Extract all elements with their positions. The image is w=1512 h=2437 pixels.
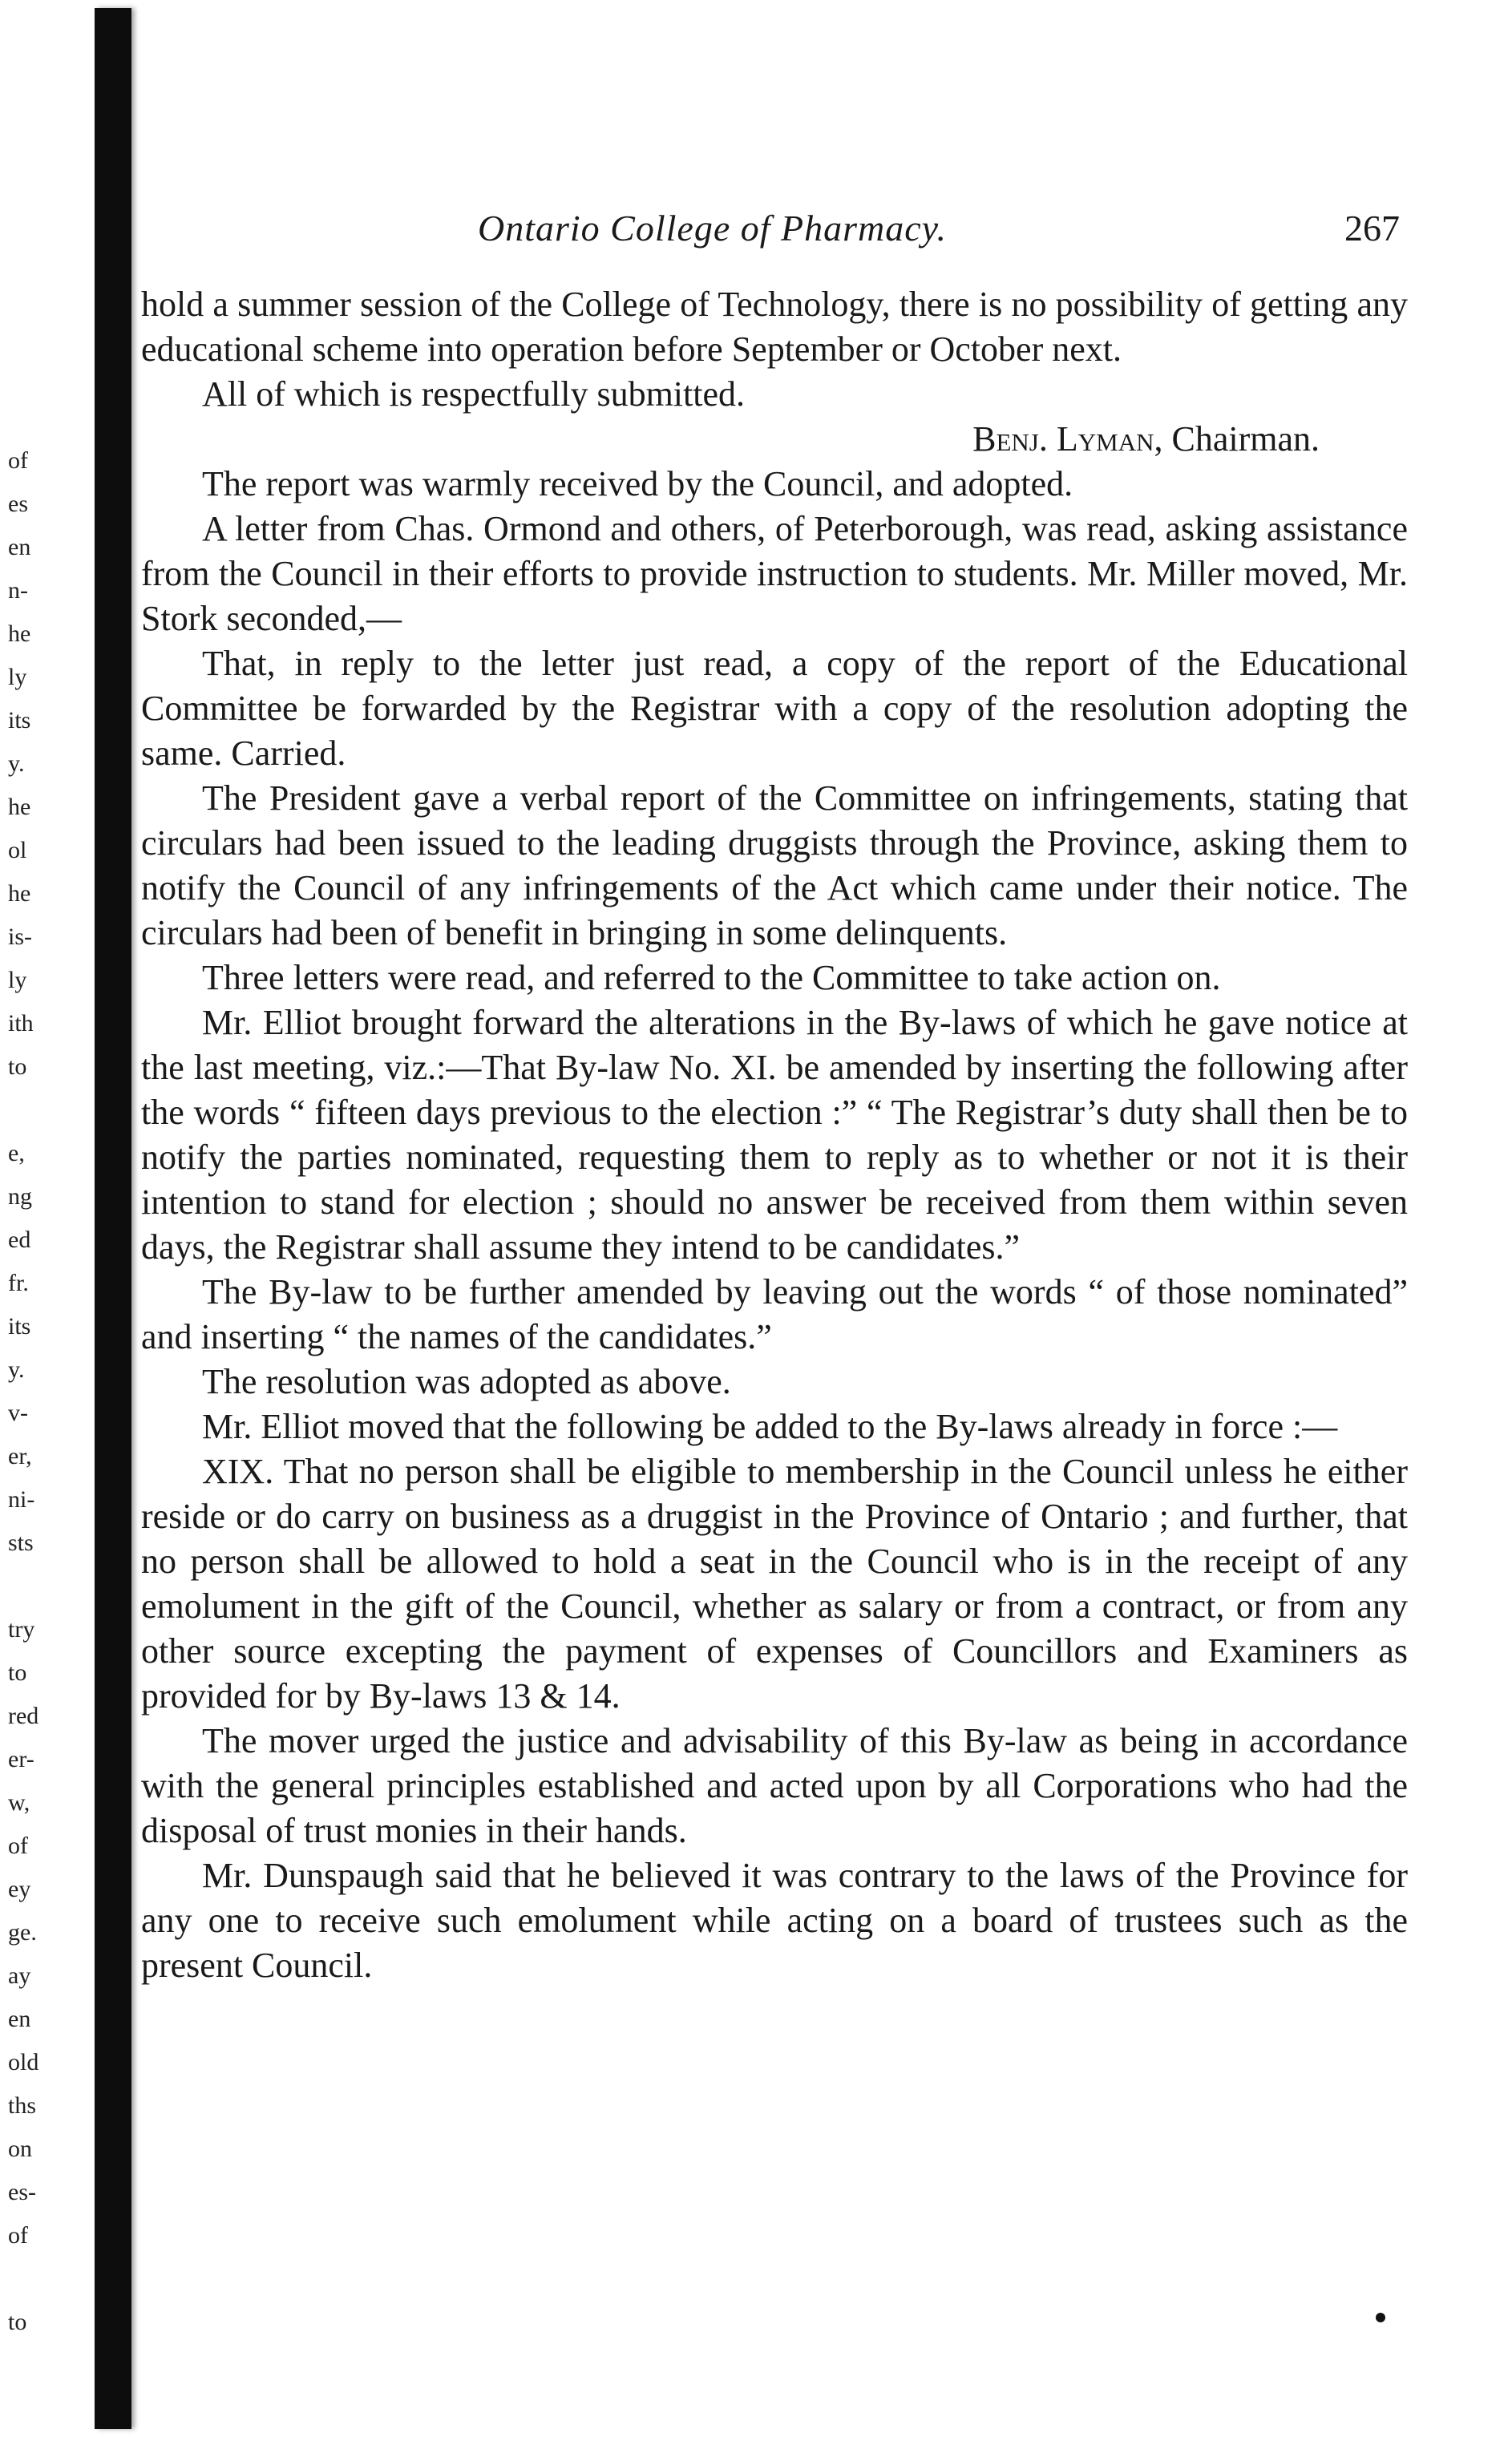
margin-fragment: its <box>8 1313 31 1340</box>
margin-fragment: er- <box>8 1746 34 1772</box>
margin-fragment: es- <box>8 2179 36 2205</box>
margin-fragment: fr. <box>8 1270 29 1296</box>
page-header <box>141 207 1408 255</box>
margin-fragment: v- <box>8 1400 28 1426</box>
margin-fragment: ni- <box>8 1486 35 1513</box>
margin-fragment: try <box>8 1616 35 1643</box>
margin-fragment: es <box>8 491 28 517</box>
margin-fragment: he <box>8 620 31 647</box>
margin-fragment: e, <box>8 1140 25 1166</box>
margin-fragment: y. <box>8 750 25 777</box>
signature-line <box>141 417 1408 462</box>
paragraph: The By-law to be further amended by leaving out the words “ of those nominated” and inserting “ the names of the candidates.” <box>141 1272 1408 1356</box>
ink-speck <box>1376 2313 1385 2322</box>
paragraph: The President gave a verbal report of the Committee on infringements, stating that circulars had been issued to the leading druggists through the Province, asking them to notify the Council of any infringements of the Act which came under their notice. The circulars had been of benefit in bringing in some delinquents. <box>141 778 1408 952</box>
body-text <box>141 282 1408 1988</box>
signature-name: Benj. Lyman <box>972 419 1154 459</box>
paragraph: That, in reply to the letter just read, a copy of the report of the Educational Committee be forwarded by the Registrar with a copy of the resolution adopting the same. Carried. <box>141 644 1408 773</box>
margin-fragment: ed <box>8 1227 31 1253</box>
paragraph: Mr. Dunspaugh said that he believed it was contrary to the laws of the Province for any one to receive such emolument while acting on a board of trustees such as the present Council. <box>141 1856 1408 1985</box>
paragraph: Three letters were read, and referred to the Committee to take action on. <box>202 958 1221 997</box>
paragraph: Mr. Elliot brought forward the alterations in the By-laws of which he gave notice at the last meeting, viz.:—That By-law No. XI. be amended by inserting the following after the words “ fifteen days previous to the election :” “ The Registrar’s duty shall then be to notify the parties nominated, requesting them to reply as to whether or not it is their intention to stand for election ; should no answer be received from them within seven days, the Registrar shall assume they intend to be candidates.” <box>141 1003 1408 1267</box>
running-title: Ontario College of Pharmacy. <box>478 208 948 249</box>
margin-fragment: red <box>8 1703 39 1729</box>
margin-fragment: of <box>8 1833 28 1859</box>
margin-fragment: of <box>8 2222 28 2249</box>
margin-fragment: its <box>8 707 31 734</box>
margin-fragment: ay <box>8 1962 31 1989</box>
margin-fragment: er, <box>8 1443 32 1469</box>
margin-fragment: of <box>8 447 28 474</box>
signature-title: , Chairman. <box>1154 419 1320 459</box>
margin-fragment: w, <box>8 1789 30 1816</box>
margin-fragment: ey <box>8 1876 31 1902</box>
margin-fragment: en <box>8 2006 31 2032</box>
margin-fragment: y. <box>8 1356 25 1383</box>
margin-fragment: ith <box>8 1010 34 1037</box>
paragraph: All of which is respectfully submitted. <box>202 374 745 414</box>
margin-fragment: is- <box>8 923 32 950</box>
margin-fragment: en <box>8 534 31 560</box>
margin-fragment: he <box>8 880 31 907</box>
margin-fragment: to <box>8 1053 27 1080</box>
paragraph: A letter from Chas. Ormond and others, of Peterborough, was read, asking assistance from the Council in their efforts to provide instruction to students. Mr. Miller moved, Mr. Stork seconded,— <box>141 509 1408 638</box>
paragraph: The mover urged the justice and advisability of this By-law as being in accordance with the general principles established and acted upon by all Corporations who had the disposal of trust monies in their hands. <box>141 1721 1408 1850</box>
paragraph: hold a summer session of the College of Technology, there is no possibility of getting any educational scheme into operation before September or October next. <box>141 285 1408 369</box>
margin-fragment: to <box>8 1659 27 1686</box>
paragraph: The report was warmly received by the Council, and adopted. <box>202 464 1073 503</box>
margin-fragment: ge. <box>8 1919 37 1946</box>
margin-fragment: n- <box>8 577 28 604</box>
facing-page-margin <box>0 0 80 2437</box>
margin-fragment: old <box>8 2049 39 2075</box>
margin-fragment: ly <box>8 664 27 690</box>
paragraph: Mr. Elliot moved that the following be added to the By-laws already in force :— <box>202 1407 1338 1446</box>
paragraph: XIX. That no person shall be eligible to membership in the Council unless he either reside or do carry on business as a druggist in the Province of Ontario ; and further, that no person shall be allowed to hold a seat in the Council who is in the receipt of any emolument in the gift of the Council, whether as salary or from a contract, or from any other source excepting the payment of expenses of Councillors and Examiners as provided for by By-laws 13 & 14. <box>141 1452 1408 1716</box>
margin-fragment: ng <box>8 1183 32 1210</box>
margin-fragment: he <box>8 794 31 820</box>
margin-fragment: ths <box>8 2092 37 2119</box>
margin-fragment: sts <box>8 1530 34 1556</box>
paragraph: The resolution was adopted as above. <box>202 1362 731 1401</box>
margin-fragment: on <box>8 2136 32 2162</box>
margin-fragment: to <box>8 2309 27 2335</box>
book-spine-shadow <box>95 8 131 2429</box>
margin-fragment: ol <box>8 837 27 863</box>
margin-fragment: ly <box>8 967 27 993</box>
page-number: 267 <box>1344 208 1400 249</box>
